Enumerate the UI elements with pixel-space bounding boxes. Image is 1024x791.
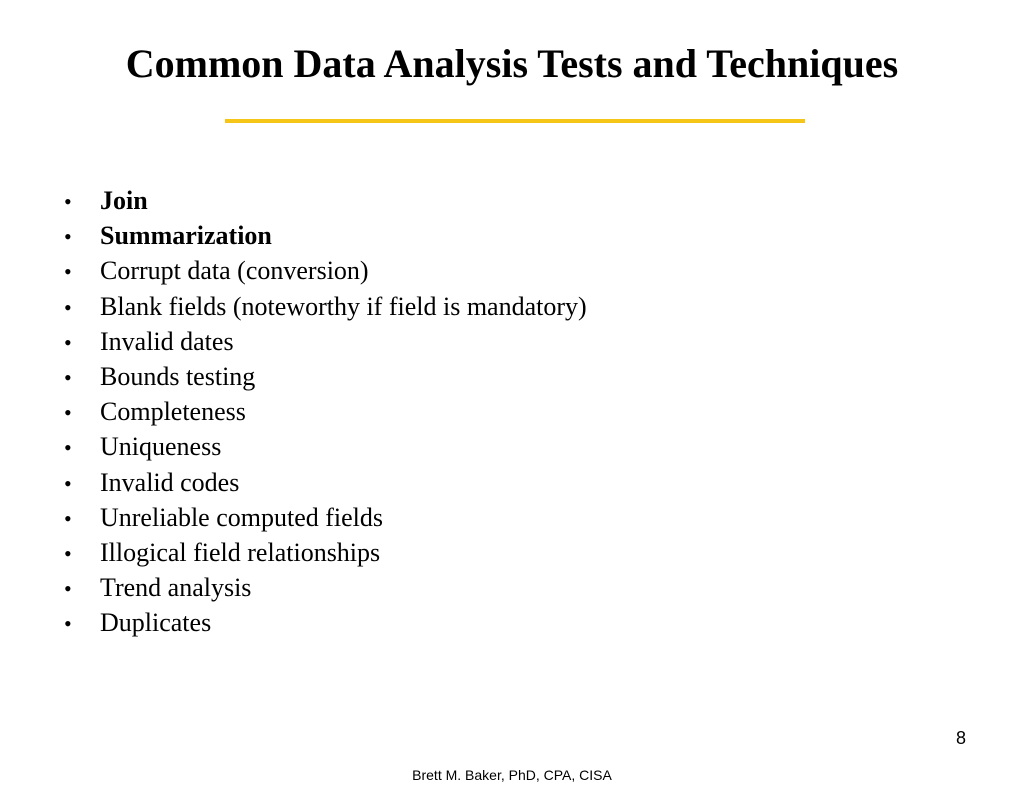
list-item [64, 395, 587, 430]
list-item [64, 290, 587, 325]
page-number: 8 [955, 728, 966, 748]
bullet-icon: • [64, 365, 72, 391]
list-item [64, 184, 587, 219]
bullet-icon: • [64, 259, 72, 285]
list-item-label: Invalid codes [100, 467, 240, 497]
list-item-label: Corrupt data (conversion) [100, 256, 369, 286]
list-item-label: Invalid dates [100, 326, 234, 356]
bullet-icon: • [64, 541, 72, 567]
list-item-label: Trend analysis [100, 573, 252, 603]
bullet-icon: • [64, 329, 72, 355]
list-item-label: Duplicates [100, 608, 212, 638]
list-item [64, 325, 587, 360]
list-item [64, 606, 587, 641]
list-item [64, 501, 587, 536]
bullet-icon: • [64, 576, 72, 602]
bullet-icon: • [64, 189, 72, 214]
bullet-icon: • [64, 611, 72, 637]
list-item-label: Uniqueness [100, 432, 222, 462]
list-item-label: Join [100, 186, 148, 215]
list-item-label: Summarization [100, 221, 272, 251]
list-item-label: Illogical field relationships [100, 538, 381, 568]
bullet-icon: • [64, 294, 72, 320]
list-item [64, 430, 587, 465]
list-item [64, 466, 587, 501]
list-item-label: Blank fields (noteworthy if field is mandatory) [100, 291, 587, 321]
list-item-label: Bounds testing [100, 362, 256, 392]
list-item [64, 254, 587, 289]
slide-title: Common Data Analysis Tests and Techniques [125, 41, 899, 86]
list-item [64, 219, 587, 254]
bullet-icon: • [64, 505, 72, 531]
list-item-label: Completeness [100, 397, 246, 427]
list-item [64, 360, 587, 395]
bullet-icon: • [64, 400, 72, 426]
list-item [64, 536, 587, 571]
list-item-label: Unreliable computed fields [100, 502, 384, 532]
list-item [64, 571, 587, 606]
bullet-icon: • [64, 435, 72, 461]
bullet-icon: • [64, 224, 72, 250]
footer-credit: Brett M. Baker, PhD, CPA, CISA [412, 767, 612, 783]
bullet-list [64, 184, 587, 642]
bullet-icon: • [64, 470, 72, 496]
title-underline [225, 119, 805, 123]
